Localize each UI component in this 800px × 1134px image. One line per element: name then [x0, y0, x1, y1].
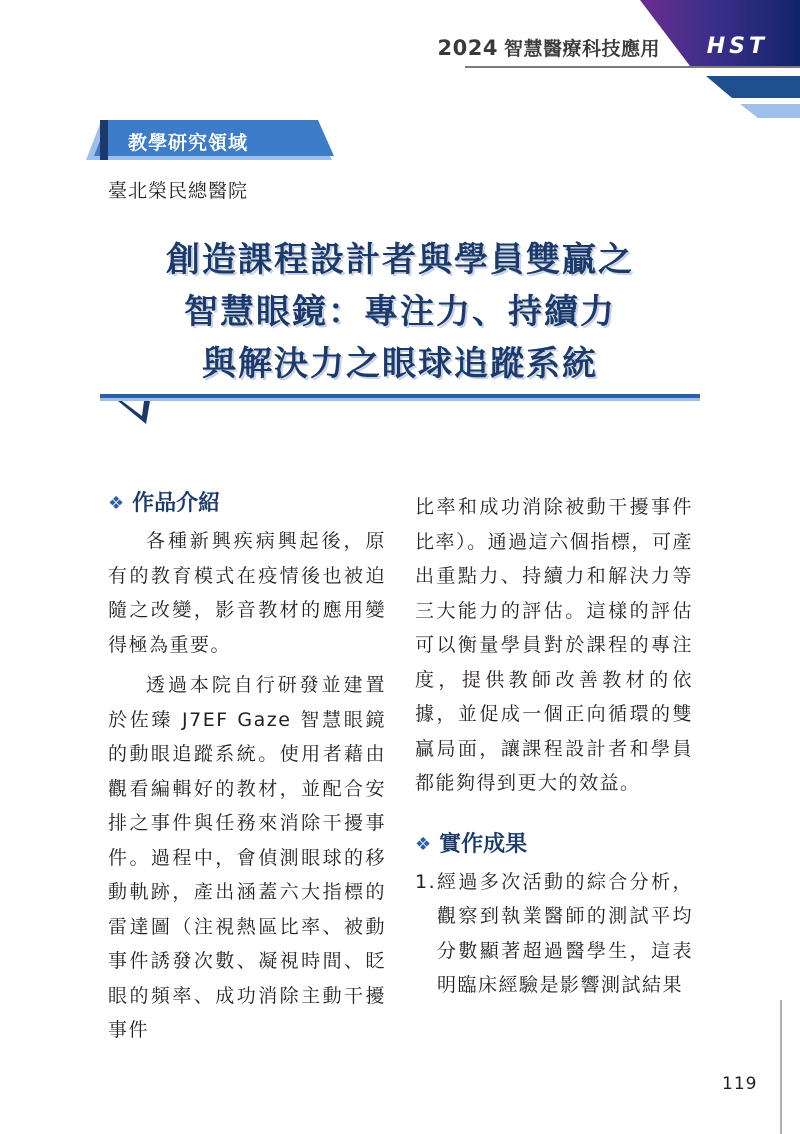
left-column: [108, 484, 386, 1048]
article-title: [100, 234, 700, 390]
intro-paragraph-2-continued: 比率和成功消除被動干擾事件比率）。通過這六個指標，可產出重點力、持續力和解決力等三大能力的評估。這樣的評估可以衡量學員對於課程的專注度，提供教師改善教材的依據，並促成一個正向循環的雙贏局面，讓課程設計者和學員都能夠得到更大的效益。: [415, 496, 693, 794]
header-year: 2024: [437, 36, 498, 60]
title-line-1: 創造課程設計者與學員雙贏之: [166, 240, 634, 280]
title-line-2: 智慧眼鏡：專注力、持續力: [184, 292, 616, 332]
page-number: 119: [722, 1074, 758, 1094]
header-title: 智慧醫療科技應用: [503, 38, 660, 60]
title-underline-decoration: [100, 380, 700, 430]
intro-paragraph-2: 透過本院自行研發並建置於佐臻 J7EF Gaze 智慧眼鏡的動眼追蹤系統。使用者藉由觀看編輯好的教材，並配合安排之事件與任務來消除干擾事件。過程中，會偵測眼球的移動軌跡，產出涵蓋六大指標的雷達圖（注視熱區比率、被動事件誘發次數、凝視時間、眨眼的頻率、成功消除主動干擾事件: [108, 674, 386, 1041]
section-heading-results: [415, 825, 693, 865]
list-item-text: 經過多次活動的綜合分析，觀察到執業醫師的測試平均分數顯著超過醫學生，這表明臨床經驗是影響測試結果: [437, 870, 693, 996]
intro-paragraph-1: 各種新興疾病興起後，原有的教育模式在疫情後也被迫隨之改變，影音教材的應用變得極為重要。: [108, 530, 386, 656]
page-edge-rule: [780, 1000, 782, 1134]
section-heading-text: 實作成果: [439, 831, 528, 857]
institution-name: 臺北榮民總醫院: [108, 180, 249, 202]
running-header: [438, 34, 660, 61]
title-line-3: 與解決力之眼球追蹤系統: [202, 344, 598, 384]
diamond-bullet-icon: ❖: [415, 833, 430, 855]
right-column: [415, 490, 693, 1003]
hst-logo: HST: [706, 34, 768, 59]
category-label: 教學研究領域: [128, 132, 249, 154]
header-rule: [465, 66, 800, 68]
diamond-bullet-icon: ❖: [108, 493, 123, 514]
section-heading-text: 作品介紹: [132, 491, 221, 516]
section-heading-intro: [108, 484, 386, 524]
header-corner-decoration: [0, 0, 800, 130]
list-item: [415, 865, 693, 1003]
list-item-number: 1.: [415, 870, 437, 893]
